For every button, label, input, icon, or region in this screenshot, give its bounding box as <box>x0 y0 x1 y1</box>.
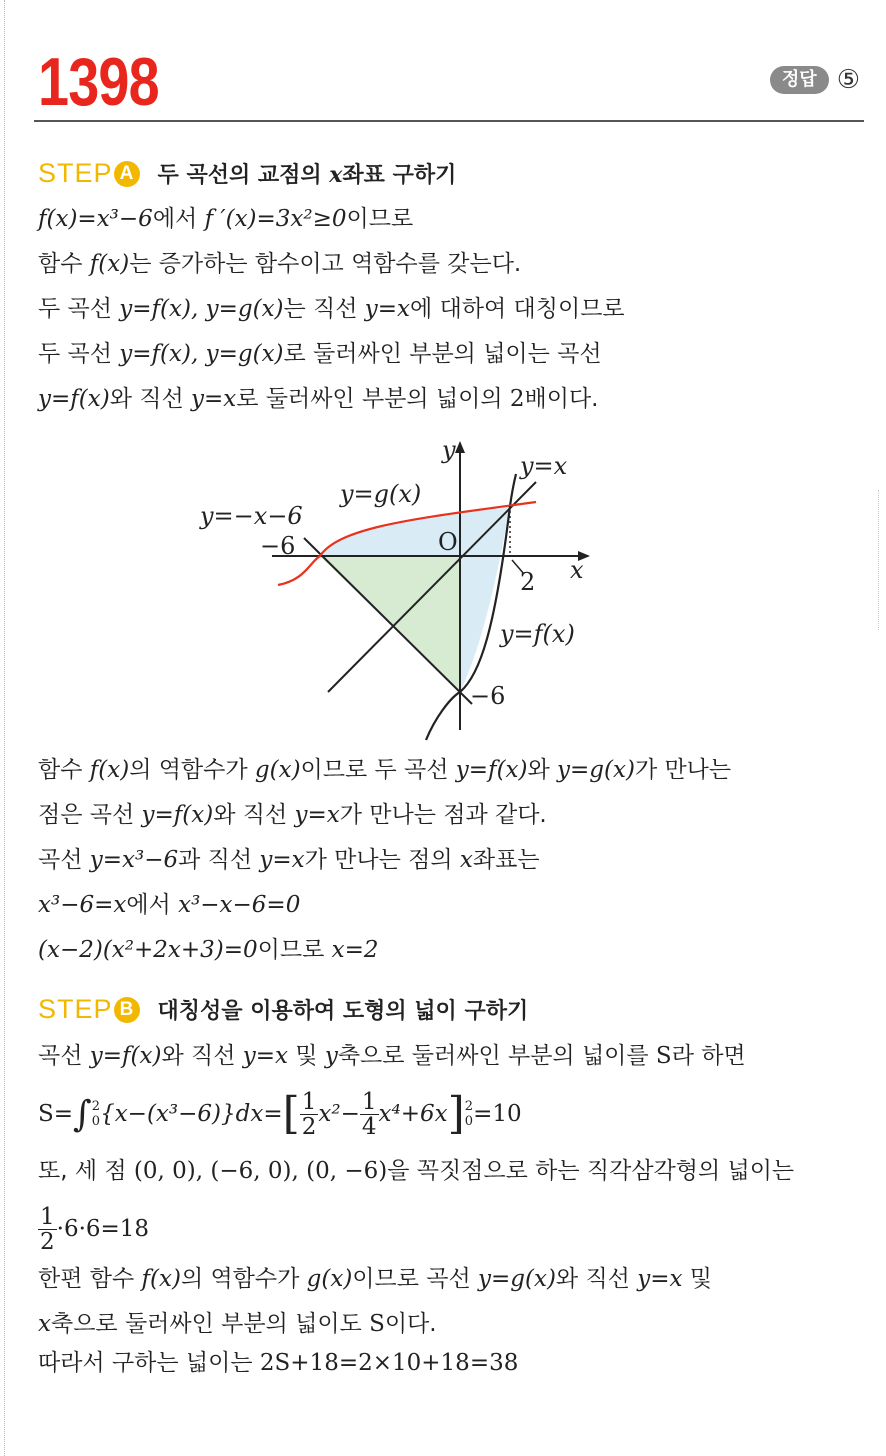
step-a-title-var: x <box>329 162 343 188</box>
header-divider <box>34 120 864 122</box>
left-bracket-icon: [ <box>282 1088 300 1139</box>
text-fragment: 또, 세 점 <box>38 1158 134 1184</box>
text-fragment: 에서 <box>152 206 205 232</box>
text-line-3: 두 곡선 y=f(x), y=g(x)는 직선 y=x에 대하여 대칭이므로 <box>38 296 625 322</box>
math-final-answer: 2S+18=2×10+18=38 <box>259 1350 519 1376</box>
text-line-5 <box>38 386 599 414</box>
answer-value: ⑤ <box>836 64 860 95</box>
math-fx: f(x) <box>141 1266 181 1292</box>
text-fragment: 점은 곡선 <box>38 802 142 828</box>
text-fragment: 로 둘러싸인 부분의 넓이는 곡선 <box>283 341 602 367</box>
text-fragment: 가 만나는 점의 <box>304 847 460 873</box>
answer-badge: 정답 <box>770 66 829 94</box>
text-line-14 <box>38 1205 149 1254</box>
text-fragment: 및 <box>287 1043 325 1069</box>
step-b-title: 대칭성을 이용하여 도형의 넓이 구하기 <box>157 999 529 1024</box>
text-fragment: 함수 <box>38 251 90 277</box>
text-fragment: 축으로 둘러싸인 부분의 넓이를 <box>337 1043 656 1069</box>
step-a-title <box>158 158 457 189</box>
text-fragment: 의 역함수가 <box>180 1266 307 1292</box>
area-graph <box>190 430 620 745</box>
text-fragment: 라 하면 <box>671 1043 746 1069</box>
math-equation-9b: x³−x−6=0 <box>178 892 301 918</box>
step-b-heading <box>38 994 528 1025</box>
math-y-eq-gx: y=g(x) <box>478 1266 556 1292</box>
math-y: y <box>324 1043 338 1069</box>
math-gx: g(x) <box>306 1266 353 1292</box>
text-line-2 <box>38 251 521 279</box>
math-y-eq-gx: y=g(x) <box>205 296 284 322</box>
text-fragment: 의 역함수가 <box>129 757 255 783</box>
problem-number: 1398 <box>38 44 159 120</box>
math-s-result: =10 <box>473 1100 522 1127</box>
integral-upper-limit: 2 <box>91 1098 101 1114</box>
text-fragment: 와 직선 <box>555 1266 638 1292</box>
label-line-y-eq-x: y=x <box>520 452 568 480</box>
step-a-word: STEP <box>38 158 113 188</box>
label-curve-f: y=f(x) <box>500 620 575 648</box>
math-integrand: {x−(x³−6)}dx= <box>100 1100 283 1127</box>
math-triangle-area: ·6·6=18 <box>56 1216 150 1243</box>
label-y-axis: y <box>442 436 456 464</box>
label-line-neg: y=−x−6 <box>200 502 303 530</box>
right-bracket-icon: ] <box>447 1088 465 1139</box>
text-fragment: 로 둘러싸인 부분의 넓이의 <box>236 386 510 412</box>
text-line-6 <box>38 757 731 785</box>
text-fragment: 이므로 <box>257 937 332 963</box>
math-s: S <box>655 1043 672 1069</box>
math-points: (0, 0), (−6, 0), (0, −6) <box>133 1158 388 1184</box>
math-y-eq-fx: y=f(x) <box>89 1043 162 1069</box>
fraction-half <box>300 1090 319 1139</box>
math-y-eq-fx: y=f(x) <box>119 296 191 322</box>
fraction-num: 1 <box>40 1204 55 1230</box>
math-fprime: f ′(x)=3x²≥0 <box>204 206 347 232</box>
text-fragment: 가 만나는 점과 같다. <box>339 802 547 828</box>
integral-sign-icon: ∫ <box>73 1093 92 1135</box>
text-fragment: 좌표는 <box>472 847 540 873</box>
text-fragment: 축으로 둘러싸인 부분의 넓이도 <box>50 1311 370 1337</box>
left-dotted-guide <box>4 0 6 1456</box>
text-line-13 <box>38 1158 794 1186</box>
answer-box <box>770 66 860 94</box>
eval-lower-limit: 0 <box>464 1114 474 1130</box>
step-b-letter: B <box>114 997 140 1023</box>
math-y-eq-x: y=x <box>637 1266 683 1292</box>
text-fragment: 곡선 <box>38 1043 90 1069</box>
fraction-triangle <box>38 1205 57 1254</box>
text-fragment: 두 곡선 <box>38 296 120 322</box>
step-a-letter: A <box>114 161 140 187</box>
label-minus6-y: −6 <box>470 682 506 710</box>
math-fx: f(x) <box>89 757 130 783</box>
math-y-eq-x: y=x <box>294 802 340 828</box>
fraction-den: 2 <box>301 1113 317 1140</box>
text-fragment: 및 <box>682 1266 712 1292</box>
eval-upper-limit: 2 <box>464 1098 474 1114</box>
eval-limits <box>465 1099 473 1130</box>
text-line-4: 두 곡선 y=f(x), y=g(x)로 둘러싸인 부분의 넓이는 곡선 <box>38 341 602 367</box>
math-s: S <box>369 1311 385 1337</box>
text-fragment: 두 곡선 <box>38 341 120 367</box>
text-fragment: 이므로 <box>346 206 414 232</box>
math-number: 2 <box>509 386 525 412</box>
math-fx: f(x) <box>89 251 130 277</box>
text-fragment: 을 꼭짓점으로 하는 직각삼각형의 넓이는 <box>387 1158 795 1184</box>
text-fragment: 에 대하여 대칭이므로 <box>410 296 625 322</box>
y-axis-arrow <box>455 441 465 453</box>
math-gx: g(x) <box>254 757 301 783</box>
math-y-eq-gx: y=g(x) <box>557 757 635 783</box>
step-a-heading <box>38 158 456 189</box>
math-s-lhs: S= <box>38 1100 74 1127</box>
text-line-11 <box>38 1043 746 1071</box>
text-fragment: 곡선 <box>38 847 90 873</box>
text-fragment: 이므로 곡선 <box>352 1266 479 1292</box>
math-y-eq-gx: y=g(x) <box>205 341 284 367</box>
text-line-16 <box>38 1311 437 1339</box>
text-fragment: 는 직선 <box>283 296 365 322</box>
math-y-eq-fx: y=f(x) <box>38 386 110 412</box>
math-fx-definition: f(x)=x³−6 <box>38 206 153 232</box>
text-fragment: 배이다. <box>524 386 599 412</box>
math-y-eq-x: y=x <box>190 386 237 412</box>
text-line-7 <box>38 802 547 830</box>
text-line-10 <box>38 937 379 965</box>
label-x-axis: x <box>570 556 584 584</box>
step-a-title-pre: 두 곡선의 교점의 <box>157 163 330 188</box>
text-fragment: 는 증가하는 함수이고 역함수를 갖는다. <box>129 251 522 277</box>
text-fragment: 에서 <box>126 892 179 918</box>
text-fragment: 와 직선 <box>109 386 191 412</box>
math-cubic-curve: y=x³−6 <box>89 847 179 873</box>
math-x: x <box>38 1311 51 1337</box>
step-a-title-post: 좌표 구하기 <box>342 163 457 188</box>
label-two: 2 <box>520 568 536 596</box>
math-solution: x=2 <box>331 937 379 963</box>
text-fragment: 따라서 구하는 넓이는 <box>38 1350 260 1376</box>
step-b-word: STEP <box>38 994 113 1024</box>
text-line-1 <box>38 206 413 234</box>
math-y-eq-x: y=x <box>364 296 411 322</box>
math-equation-9a: x³−6=x <box>38 892 127 918</box>
fraction-den: 2 <box>40 1229 55 1256</box>
text-fragment: 와 직선 <box>213 802 295 828</box>
math-factorization: (x−2)(x²+2x+3)=0 <box>38 937 258 963</box>
fraction-quarter <box>360 1090 379 1139</box>
label-origin: O <box>438 528 458 556</box>
fraction-den: 4 <box>361 1113 377 1140</box>
text-fragment: 이므로 두 곡선 <box>300 757 456 783</box>
label-curve-g: y=g(x) <box>340 480 422 508</box>
text-fragment: 와 직선 <box>161 1043 243 1069</box>
text-fragment: 과 직선 <box>178 847 260 873</box>
text-fragment: 와 <box>527 757 558 783</box>
right-dotted-guide <box>878 490 880 630</box>
text-line-12-integral: S=∫ 2 0 {x−(x³−6)}dx=[ $\frac{1}{2}$ x²− $\frac{1}{4}$ x⁴+6x] 2 0 =10 <box>38 1088 522 1140</box>
math-y-eq-fx: y=f(x) <box>141 802 214 828</box>
text-fragment: 이다. <box>384 1311 437 1337</box>
text-fragment: 한편 함수 <box>38 1266 142 1292</box>
text-fragment: 가 만나는 <box>634 757 732 783</box>
text-line-9 <box>38 892 300 920</box>
math-y-eq-fx: y=f(x) <box>119 341 191 367</box>
fraction-num: 1 <box>361 1088 377 1115</box>
math-x: x <box>459 847 473 873</box>
text-line-17 <box>38 1350 518 1378</box>
math-y-eq-fx: y=f(x) <box>455 757 528 783</box>
text-line-8 <box>38 847 540 875</box>
fraction-num: 1 <box>301 1088 317 1115</box>
math-y-eq-x: y=x <box>242 1043 288 1069</box>
text-fragment: 함수 <box>38 757 90 783</box>
integral-lower-limit: 0 <box>91 1114 101 1130</box>
label-minus6-x: −6 <box>260 532 296 560</box>
math-y-eq-x: y=x <box>259 847 305 873</box>
text-line-15 <box>38 1266 712 1294</box>
integral-limits <box>92 1099 100 1130</box>
